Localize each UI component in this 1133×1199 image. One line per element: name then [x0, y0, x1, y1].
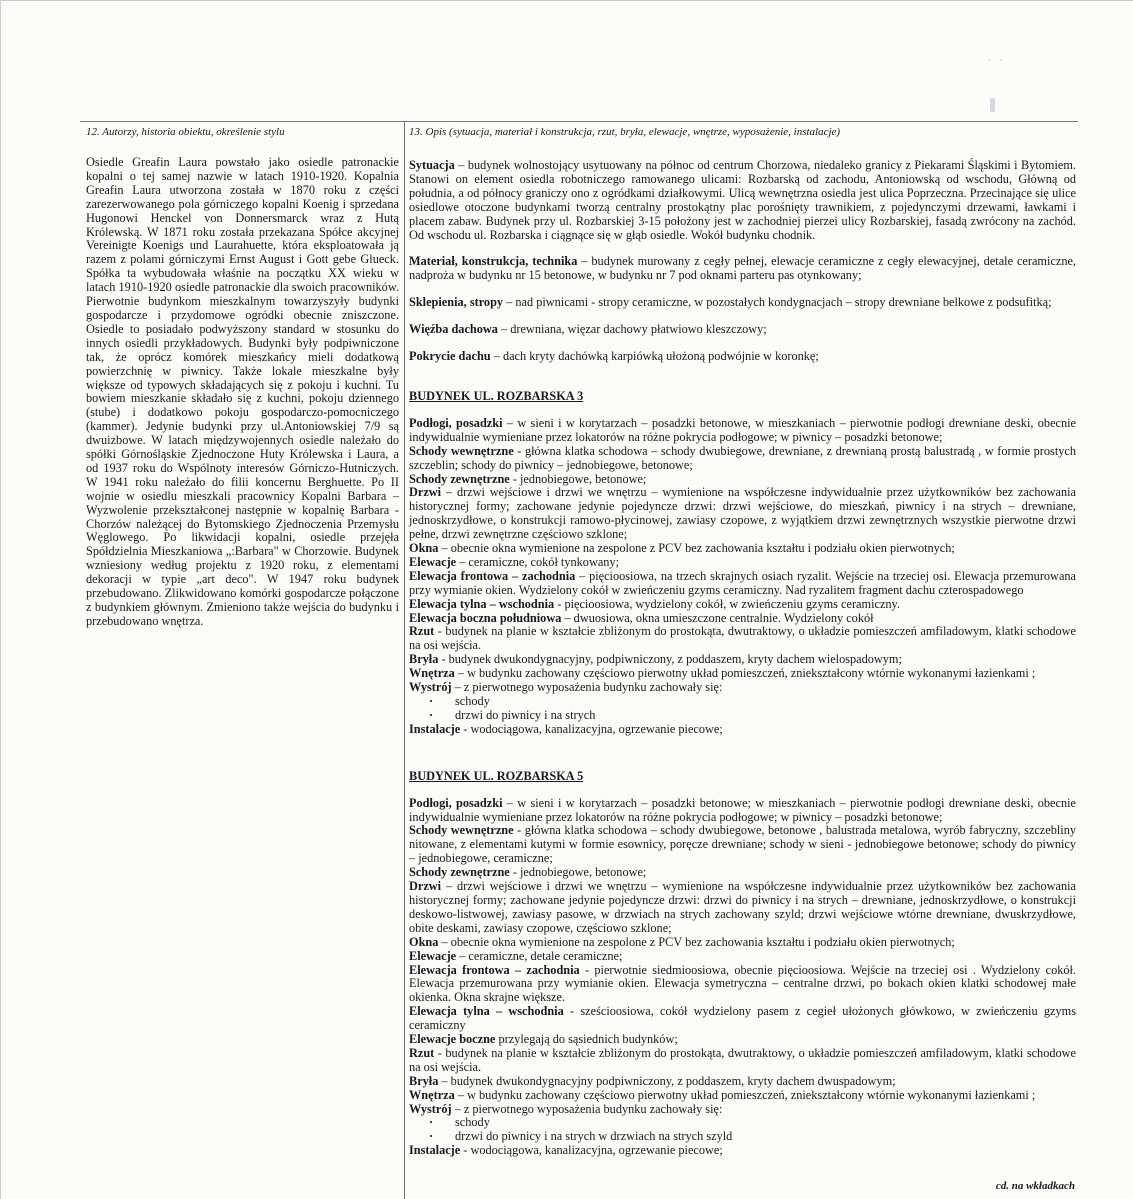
building3-item: Okna – obecnie okna wymienione na zespolone z PCV bez zachowania kształtu i podziału okien pierwotnych; — [409, 541, 955, 556]
building5-item: Podłogi, posadzki – w sieni i w korytarzach – posadzki betonowe; w mieszkaniach – pierwotnie podłogi drewniane deski, obecnie indywidualnie wymieniane przez lokatorów na różne pokrycia podłogowe; w piwnicy – posadzki betonowe; — [409, 795, 1076, 824]
building5-items — [409, 797, 1076, 1159]
description-heading: 13. Opis (sytuacja, materiał i konstrukcja, rzut, bryła, elewacje, wnętrze, wyposażenie, instalacje) — [409, 126, 841, 138]
building5-item: Schody zewnętrzne - jednobiegowe, betonowe; — [409, 865, 647, 880]
building5-item: Bryła – budynek dwukondygnacyjny podpiwniczony, z poddaszem, kryty dachem dwuspadowym; — [409, 1073, 896, 1088]
building5-item: Wnętrza – w budynku zachowany częściowo pierwotny układ pomieszczeń, zniekształcony wtórnie wykonanymi łazienkami ; — [409, 1087, 1036, 1102]
building5-item: Wystrój – z pierwotnego wyposażenia budynku zachowały się: — [409, 1101, 723, 1116]
continued-note: cd. na wkładkach — [995, 1180, 1075, 1192]
building5-item: Rzut - budynek na planie w kształcie zbliżonym do prostokąta, dwutraktowy, o układzie pomieszczeń amfiladowym, klatki schodowe na osi wejścia. — [409, 1045, 1076, 1074]
building5-item: Elewacje boczne przylegają do sąsiednich budynków; — [409, 1032, 678, 1047]
scan-smudge: ´ ´ — [988, 58, 1006, 68]
building5-item: Elewacje – ceramiczne, detale ceramiczne; — [409, 948, 623, 963]
building3-item: Elewacja frontowa – zachodnia – pięcioosiowa, na trzech skrajnych osiach ryzalit. Wejście na trzeciej osi. Elewacja przemurowana przy wymianie okien. Wydzielony cokół w zwieńczeniu gzyms ceramiczny. Nad ryzalitem fragment dachu czterospadowego — [409, 568, 1077, 597]
building5-item: Elewacja frontowa – zachodnia - pierwotnie siedmioosiowa, obecnie pięcioosiowa. Wejście na trzeciej osi . Wydzielony cokół. Elewacja przemurowana przy wymianie okien. Elewacja symetryczna – centralne drzwi, po bokach okien klatki schodowej małe okienka. Okna skrajne większe. — [409, 962, 1076, 1005]
building5-item: Okna – obecnie okna wymienione na zespolone z PCV bez zachowania kształtu i podziału okien pierwotnych; — [409, 934, 955, 949]
list-item: · schody — [429, 695, 1076, 709]
building3-item: Elewacja boczna południowa – dwuosiowa, okna umieszczone centralnie. Wydzielony cokół — [409, 610, 874, 625]
building3-items — [409, 417, 1076, 737]
column-divider — [404, 121, 405, 1199]
list-item: · drzwi do piwnicy i na strych — [429, 709, 1076, 723]
description-section — [409, 126, 1076, 1158]
general-item-roof-covering: Pokrycie dachu – dach kryty dachówką karpiówką ułożoną podwójnie w koronkę; — [409, 349, 819, 364]
general-item-situation: Sytuacja – budynek wolnostojący usytuowany na północ od centrum Chorzowa, niedaleko granicy z Piekarami Śląskimi i Bytomiem. Stanowi on element osiedla robotniczego ramowanego ulicami: Rozbarską od zachodu, Antoniowską od wschodu, Główną od południa, a od północy graniczy ono z ogródkami działkowymi. Ulicą wewnętrzna osiedla jest ulica Poprzeczna. Przecinające się ulice osiedlowe otoczone budynkami tworzą centralny prostokątny plac porośnięty trawnikiem, z pojedynczymi drzewami, ławkami i placem zabaw. Budynek przy ul. Rozbarskiej 3-15 położony jest w zachodniej pierzei ulicy Rozbarskiej, fasadą zwrócony na zachód. Od wschodu ul. Rozbarska i ciągnące się w głąb osiedle. Wokół budynku chodnik. — [409, 158, 1077, 242]
building5-item: Schody wewnętrzne - główna klatka schodowa – schody dwubiegowe, betonowe , balustrada metalowa, wyrób fabryczny, szczebliny nitowane, z elementami kutymi w formie esownicy, poręcze drewniane; schody w sieni - jednobiegowe betonowe; schody do piwnicy – jednobiegowe, ceramiczne; — [409, 823, 1076, 866]
building3-item: Schody wewnętrzne - główna klatka schodowa – schody dwubiegowe, drewniane, z drewnianą prostą balustradą , w formie prostych szczeblin; schody do piwnicy – jednobiegowe, betonowe; — [409, 443, 1077, 472]
general-item-ceilings: Sklepienia, stropy – nad piwnicami - stropy ceramiczne, w pozostałych kondygnacjach – stropy drewniane belkowe z podsufitką; — [409, 295, 1052, 310]
scan-edge-left — [0, 0, 1, 1199]
history-heading: 12. Autorzy, historia obiektu, określenie stylu — [86, 126, 285, 138]
building5-decor-list — [409, 1116, 1076, 1144]
list-item: · drzwi do piwnicy i na strych w drzwiach na strych szyld — [429, 1130, 1076, 1144]
general-item-roof-truss: Więźba dachowa – drewniana, więzar dachowy płatwiowo kleszczowy; — [409, 322, 767, 337]
history-text: Osiedle Greafin Laura powstało jako osiedle patronackie kopalni o tej samej nazwie w latach 1910-1920. Kopalnia Greafin Laura utworzona została w 1870 roku z części zarezerwowanego pola górniczego kopalni Koenig i sprzedana Hugonowi Henckel von Donnersmarck wraz z Hutą Królewską. W 1871 roku została przekazana Spółce akcyjnej Vereinigte Koenigs und Laurahuette, która eksploatowała ją razem z polami górniczymi Ernst August i Gott gebe Glueck. Spółka ta wybudowała właśnie na początku XX wieku w latach 1910-1920 osiedle patronackie dla swoich pracowników. Pierwotnie budynkom mieszkalnym towarzyszyły budynki gospodarcze i przydomowe ogródki obecnie zniszczone. Osiedle to posiadało podwyższony standard w stosunku do innych osiedli przykładowych. Budynki były podpiwniczone tak, że oprócz komórek mieszkańcy mieli dodatkową powierzchnię w piwnicy. Także lokale mieszkalne były większe od typowych składających się z pokoju i kuchni. Tu bowiem mieszkanie składało się z kuchni, pokoju dziennego (stube) i dodatkowo pokoju gospodarczo-pomocniczego (kammer). Jedynie budynki przy ul.Antoniowskiej 7/9 są dwuizbowe. W latach międzywojennych osiedle należało do spółki Górnośląskie Zjednoczone Huty Królewska i Laura, a od 1937 roku do Wspólnoty interesów Górniczo-Hutniczych. W 1941 roku należało do filii koncernu Berghuette. Po II wojnie w osiedlu mieszkali pracownicy Kopalni Barbara – Wyzwolenie przekształconej następnie w kopalnię Barbara - Chorzów należącej do Bytomskiego Zjednoczenia Przemysłu Węglowego. Po likwidacji kopalni, osiedle przejęła Spółdzielnia Mieszkaniowa „:Barbara" w Chorzowie. Budynek wzniesiony według projektu z 1920 roku, z elementami dekoracji w typie „art deco". W 1947 roku budynek przebudowano. Zlikwidowano komórki gospodarcze połączone z budynkiem głównym. Zmieniono także wejścia do budynku i przebudowano wnętrza. — [86, 155, 399, 628]
history-section — [86, 126, 399, 629]
scan-smudge-mark — [990, 98, 995, 112]
list-item: · schody — [429, 1116, 1076, 1130]
building3-item: Wnętrza – w budynku zachowany częściowo pierwotny układ pomieszczeń, zniekształcony wtórnie wykonanymi łazienkami ; — [409, 666, 1036, 681]
building5-item: Elewacja tylna – wschodnia - sześcioosiowa, cokół wydzielony pasem z cegieł ułożonych główkowo, w zwieńczeniu gzyms ceramiczny — [409, 1004, 1076, 1033]
building3-item: Elewacja tylna – wschodnia - pięcioosiowa, wydzielony cokół, w zwieńczeniu gzyms ceramiczny. — [409, 596, 900, 611]
building3-item: Podłogi, posadzki – w sieni i w korytarzach – posadzki betonowe, w mieszkaniach – pierwotnie podłogi drewniane deski, obecnie indywidualnie wymieniane przez lokatorów na różne pokrycia podłogowe; w piwnicy – posadzki betonowe; — [409, 415, 1077, 444]
building3-title: BUDYNEK UL. ROZBARSKA 3 — [409, 388, 584, 403]
building3-item: Wystrój – z pierwotnego wyposażenia budynku zachowały się: — [409, 680, 723, 695]
building5-item: Drzwi – drzwi wejściowe i drzwi we wnętrzu – wymienione na współczesne indywidualnie przez użytkowników bez zachowania historycznej formy; zachowane jedynie pojedyncze drzwi: drzwi do piwnicy i na strych – drewniane, jednoskrzydłowe, o konstrukcji deskowo-listwowej, zawiasy pasowe, w drzwiach na strych zachowany szyld; drzwi wejściowe wtórne drewniane, dwuskrzydłowe, obite deskami, zawiasy czopowe, częściowo szklone; — [409, 879, 1076, 935]
general-item-material: Materiał, konstrukcja, technika – budynek murowany z cegły pełnej, elewacje ceramiczne z cegły elewacyjnej, detale ceramiczne, nadproża w budynku nr 15 betonowe, w budynku nr 7 pod oknami parteru pas otynkowany; — [409, 254, 1076, 283]
building5-item: Instalacje - wodociągowa, kanalizacyjna, ogrzewanie piecowe; — [409, 1143, 723, 1158]
building3-decor-list — [409, 695, 1076, 723]
scan-edge-top — [0, 0, 1133, 1]
building3-item: Instalacje - wodociągowa, kanalizacyjna, ogrzewanie piecowe; — [409, 721, 723, 736]
building5-title: BUDYNEK UL. ROZBARSKA 5 — [409, 768, 584, 783]
building3-item: Rzut - budynek na planie w kształcie zbliżonym do prostokąta, dwutraktowy, o układzie pomieszczeń amfiladowym, klatki schodowe na osi wejścia. — [409, 624, 1076, 653]
building3-item: Bryła - budynek dwukondygnacyjny, podpiwniczony, z poddaszem, kryty dachem wielospadowym; — [409, 652, 902, 667]
section-top-rule — [80, 121, 1078, 122]
building3-item: Elewacje – ceramiczne, cokół tynkowany; — [409, 554, 619, 569]
building3-item: Drzwi – drzwi wejściowe i drzwi we wnętrzu – wymienione na współczesne indywidualnie przez użytkowników bez zachowania historycznej formy; zachowane jedynie pojedyncze drzwi: drzwi wejściowe, do mieszkań, piwnicy i na strych – drewniane, jednoskrzydłowe, o konstrukcji ramowo-płycinowej, zawiasy czopowe, z wyjątkiem drzwi zewnętrznych wszystkie pierwotne drzwi pełne, drzwi zewnętrzne częściowo szklone; — [409, 485, 1076, 542]
building3-item: Schody zewnętrzne - jednobiegowe, betonowe; — [409, 471, 647, 486]
